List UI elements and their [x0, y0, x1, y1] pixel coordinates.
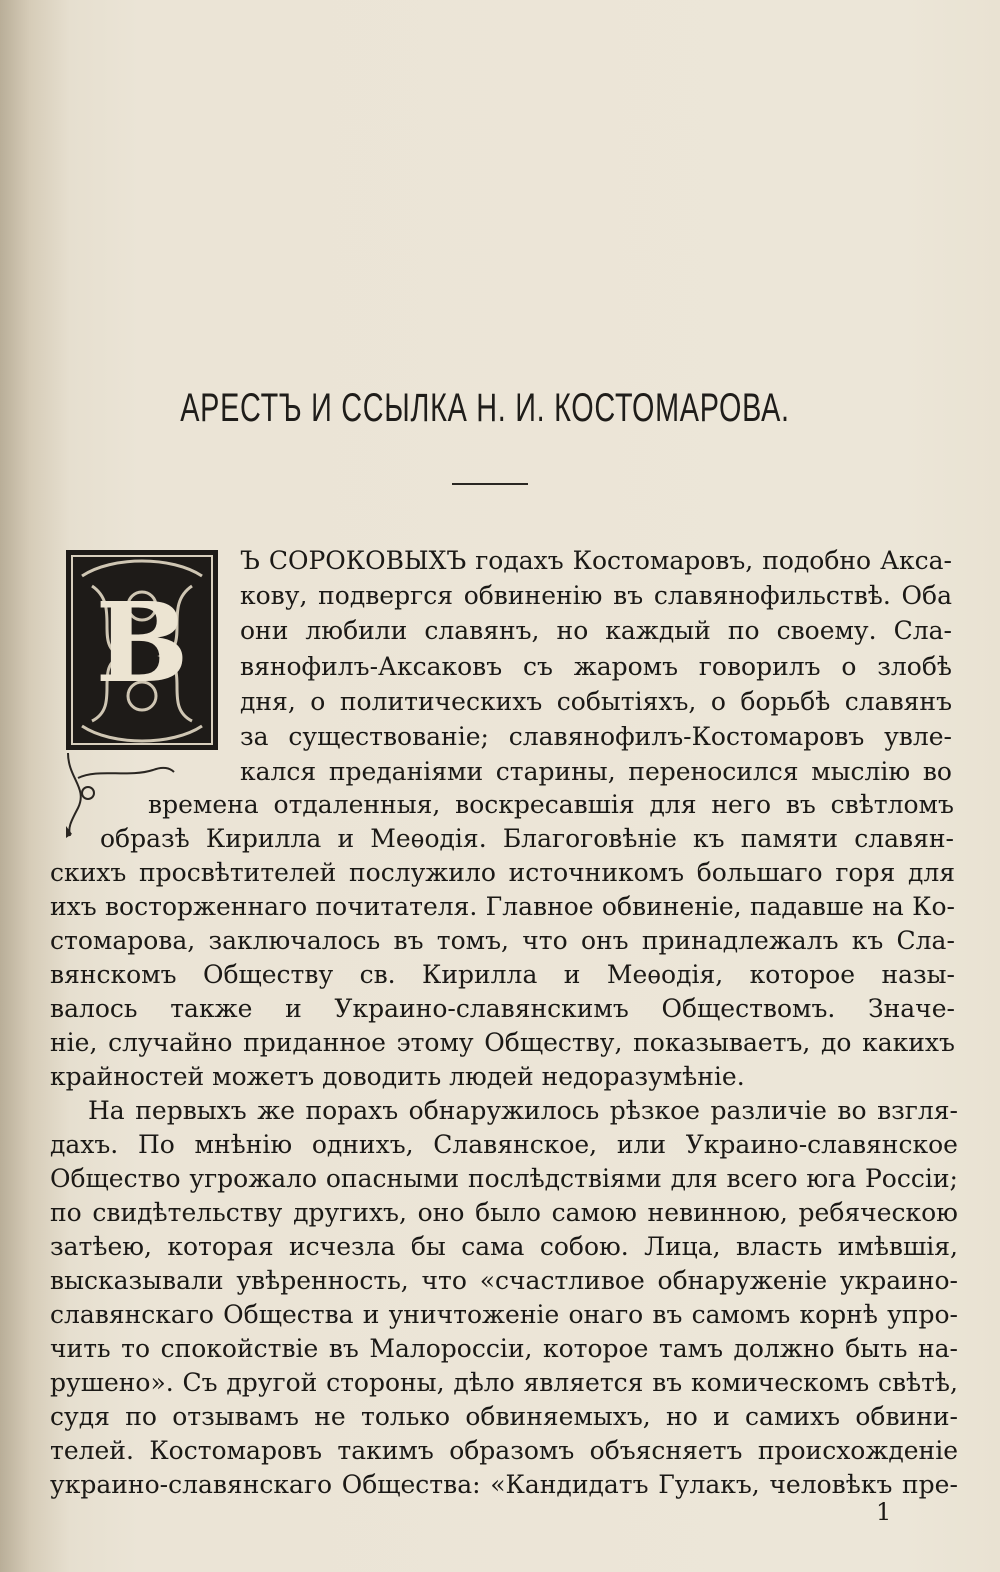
- drop-cap-ornament: [62, 546, 222, 756]
- text-line: стомарова, заключалось въ томъ, что онъ принадлежалъ къ Сла-: [50, 926, 955, 955]
- text-line: по свидѣтельству другихъ, оно было самою невинною, ребяческою: [50, 1198, 958, 1227]
- text-line: рушено». Съ другой стороны, дѣло является въ комическомъ свѣтѣ,: [50, 1368, 958, 1397]
- text-line: чить то спокойствіе въ Малороссіи, которое тамъ должно быть на-: [50, 1334, 958, 1363]
- chapter-title: АРЕСТЪ И ССЫЛКА Н. И. КОСТОМАРОВА.: [180, 386, 790, 430]
- text-line: дня, о политическихъ событіяхъ, о борьбѣ славянъ: [240, 687, 952, 716]
- text-line: вянскомъ Обществу св. Кирилла и Меѳодія, которое назы-: [50, 960, 955, 989]
- text-line: судя по отзывамъ не только обвиняемыхъ, но и самихъ обвини-: [50, 1402, 958, 1431]
- text-line: телей. Костомаровъ такимъ образомъ объясняетъ происхожденіе: [50, 1436, 958, 1465]
- text-line: дахъ. По мнѣнію однихъ, Славянское, или Украино-славянское: [50, 1130, 958, 1159]
- text-line: Общество угрожало опасными послѣдствіями для всего юга Россіи;: [50, 1164, 958, 1193]
- text-line: кался преданіями старины, переносился мыслію во: [240, 757, 952, 786]
- text-line: за существованіе; славянофилъ-Костомаровъ увле-: [240, 722, 952, 751]
- text-line: славянскаго Общества и уничтоженіе онаго въ самомъ корнѣ упро-: [50, 1300, 958, 1329]
- text-line: затѣею, которая исчезла бы сама собою. Лица, власть имѣвшія,: [50, 1232, 958, 1261]
- text-line: валось также и Украино-славянскимъ Обществомъ. Значе-: [50, 994, 955, 1023]
- title-divider: [452, 483, 528, 485]
- drop-cap-letter: В: [95, 578, 189, 707]
- text-line: ніе, случайно приданное этому Обществу, показываетъ, до какихъ: [50, 1028, 955, 1057]
- text-line: они любили славянъ, но каждый по своему. Сла-: [240, 616, 952, 645]
- text-line: крайностей можетъ доводить людей недоразумѣніе.: [50, 1062, 745, 1091]
- text-line: ихъ восторженнаго почитателя. Главное обвиненіе, падавше на Ко-: [50, 892, 955, 921]
- text-line: высказывали увѣренность, что «счастливое обнаруженіе украино-: [50, 1266, 958, 1295]
- text-line: вянофилъ-Аксаковъ съ жаромъ говорилъ о злобѣ: [240, 652, 952, 681]
- text-line: скихъ просвѣтителей послужило источникомъ большаго горя для: [50, 858, 955, 887]
- text-line: образѣ Кирилла и Меѳодія. Благоговѣніе къ памяти славян-: [100, 824, 954, 853]
- text-line: Ъ СОРОКОВЫХЪ годахъ Костомаровъ, подобно Акса-: [240, 546, 952, 575]
- page-number: 1: [876, 1498, 892, 1526]
- text-line: На первыхъ же порахъ обнаружилось рѣзкое различіе во взгля-: [88, 1096, 958, 1125]
- text-line: времена отдаленныя, воскресавшія для него въ свѣтломъ: [148, 790, 954, 819]
- text-line: украино-славянскаго Общества: «Кандидатъ Гулакъ, человѣкъ пре-: [50, 1470, 958, 1499]
- text-line: кову, подвергся обвиненію въ славянофильствѣ. Оба: [240, 581, 952, 610]
